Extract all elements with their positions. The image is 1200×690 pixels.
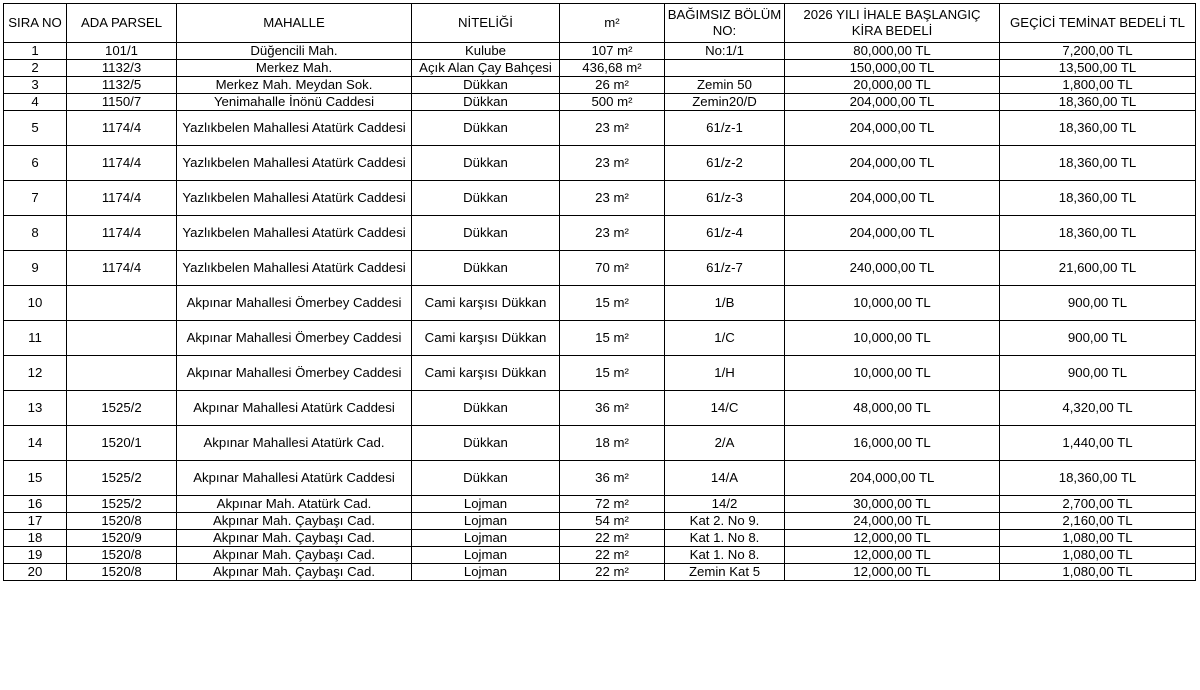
table-row [4,461,1196,496]
cell-m2: 70 m² [560,251,665,286]
cell-teminat-bedeli: 18,360,00 TL [1000,111,1196,146]
cell-teminat-bedeli: 18,360,00 TL [1000,146,1196,181]
cell-sira-no: 14 [4,426,67,461]
cell-sira-no: 5 [4,111,67,146]
cell-m2: 500 m² [560,94,665,111]
cell-ada-parsel: 1174/4 [67,181,177,216]
cell-ada-parsel: 1520/8 [67,547,177,564]
cell-kira-bedeli: 240,000,00 TL [785,251,1000,286]
cell-niteligi: Cami karşısı Dükkan [412,356,560,391]
table-row [4,216,1196,251]
cell-teminat-bedeli: 18,360,00 TL [1000,181,1196,216]
cell-teminat-bedeli: 1,080,00 TL [1000,530,1196,547]
cell-m2: 36 m² [560,461,665,496]
table-row [4,251,1196,286]
cell-kira-bedeli: 30,000,00 TL [785,496,1000,513]
cell-sira-no: 19 [4,547,67,564]
cell-mahalle: Merkez Mah. [177,60,412,77]
cell-sira-no: 1 [4,43,67,60]
cell-niteligi: Lojman [412,547,560,564]
cell-ada-parsel: 1525/2 [67,496,177,513]
cell-m2: 22 m² [560,564,665,581]
cell-niteligi: Dükkan [412,391,560,426]
cell-niteligi: Dükkan [412,111,560,146]
cell-m2: 15 m² [560,286,665,321]
cell-sira-no: 13 [4,391,67,426]
cell-niteligi: Dükkan [412,146,560,181]
table-row [4,530,1196,547]
cell-sira-no: 18 [4,530,67,547]
cell-ada-parsel [67,286,177,321]
cell-sira-no: 10 [4,286,67,321]
cell-kira-bedeli: 20,000,00 TL [785,77,1000,94]
cell-mahalle: Akpınar Mahallesi Atatürk Caddesi [177,461,412,496]
header-kira-bedeli: 2026 YILI İHALE BAŞLANGIÇ KİRA BEDELİ [785,4,1000,43]
cell-mahalle: Yazlıkbelen Mahallesi Atatürk Caddesi [177,216,412,251]
cell-sira-no: 11 [4,321,67,356]
cell-ada-parsel: 1520/1 [67,426,177,461]
header-mahalle: MAHALLE [177,4,412,43]
cell-niteligi: Kulube [412,43,560,60]
cell-mahalle: Yazlıkbelen Mahallesi Atatürk Caddesi [177,146,412,181]
cell-bagimsiz-bolum-no: 14/C [665,391,785,426]
cell-niteligi: Lojman [412,564,560,581]
table-row [4,111,1196,146]
cell-m2: 15 m² [560,356,665,391]
cell-bagimsiz-bolum-no: Zemin Kat 5 [665,564,785,581]
cell-teminat-bedeli: 13,500,00 TL [1000,60,1196,77]
table-row [4,564,1196,581]
ihale-table [3,3,1196,581]
cell-teminat-bedeli: 1,440,00 TL [1000,426,1196,461]
cell-niteligi: Lojman [412,530,560,547]
cell-teminat-bedeli: 1,080,00 TL [1000,564,1196,581]
cell-bagimsiz-bolum-no: Kat 1. No 8. [665,530,785,547]
cell-bagimsiz-bolum-no: 1/H [665,356,785,391]
cell-m2: 23 m² [560,111,665,146]
cell-ada-parsel: 1174/4 [67,111,177,146]
cell-teminat-bedeli: 2,160,00 TL [1000,513,1196,530]
cell-sira-no: 7 [4,181,67,216]
cell-kira-bedeli: 12,000,00 TL [785,547,1000,564]
cell-ada-parsel: 1174/4 [67,251,177,286]
cell-ada-parsel: 1525/2 [67,391,177,426]
cell-mahalle: Akpınar Mahallesi Atatürk Cad. [177,426,412,461]
cell-bagimsiz-bolum-no: 14/2 [665,496,785,513]
cell-teminat-bedeli: 18,360,00 TL [1000,461,1196,496]
cell-m2: 54 m² [560,513,665,530]
cell-m2: 23 m² [560,216,665,251]
cell-kira-bedeli: 204,000,00 TL [785,94,1000,111]
header-row [4,4,1196,43]
cell-ada-parsel [67,321,177,356]
cell-bagimsiz-bolum-no: 61/z-4 [665,216,785,251]
cell-niteligi: Lojman [412,513,560,530]
cell-niteligi: Açık Alan Çay Bahçesi [412,60,560,77]
cell-niteligi: Cami karşısı Dükkan [412,286,560,321]
cell-m2: 72 m² [560,496,665,513]
cell-teminat-bedeli: 2,700,00 TL [1000,496,1196,513]
cell-mahalle: Akpınar Mah. Çaybaşı Cad. [177,564,412,581]
cell-niteligi: Lojman [412,496,560,513]
cell-kira-bedeli: 204,000,00 TL [785,111,1000,146]
cell-niteligi: Dükkan [412,94,560,111]
cell-niteligi: Cami karşısı Dükkan [412,321,560,356]
cell-m2: 22 m² [560,530,665,547]
header-sira-no: SIRA NO [4,4,67,43]
table-row [4,391,1196,426]
cell-niteligi: Dükkan [412,216,560,251]
cell-mahalle: Akpınar Mahallesi Ömerbey Caddesi [177,356,412,391]
header-niteligi: NİTELİĞİ [412,4,560,43]
cell-kira-bedeli: 12,000,00 TL [785,530,1000,547]
cell-mahalle: Yazlıkbelen Mahallesi Atatürk Caddesi [177,181,412,216]
cell-bagimsiz-bolum-no: Zemin 50 [665,77,785,94]
cell-sira-no: 8 [4,216,67,251]
cell-mahalle: Akpınar Mahallesi Atatürk Caddesi [177,391,412,426]
table-row [4,356,1196,391]
cell-niteligi: Dükkan [412,77,560,94]
header-m2: m² [560,4,665,43]
cell-m2: 22 m² [560,547,665,564]
cell-bagimsiz-bolum-no: 61/z-2 [665,146,785,181]
cell-sira-no: 17 [4,513,67,530]
cell-ada-parsel: 1174/4 [67,216,177,251]
cell-kira-bedeli: 16,000,00 TL [785,426,1000,461]
cell-mahalle: Akpınar Mahallesi Ömerbey Caddesi [177,321,412,356]
table-row [4,513,1196,530]
header-teminat-bedeli: GEÇİCİ TEMİNAT BEDELİ TL [1000,4,1196,43]
cell-m2: 15 m² [560,321,665,356]
table-row [4,321,1196,356]
cell-teminat-bedeli: 18,360,00 TL [1000,216,1196,251]
cell-teminat-bedeli: 1,800,00 TL [1000,77,1196,94]
cell-teminat-bedeli: 900,00 TL [1000,286,1196,321]
cell-ada-parsel: 101/1 [67,43,177,60]
header-ada-parsel: ADA PARSEL [67,4,177,43]
cell-kira-bedeli: 204,000,00 TL [785,461,1000,496]
cell-bagimsiz-bolum-no [665,60,785,77]
cell-kira-bedeli: 10,000,00 TL [785,286,1000,321]
cell-kira-bedeli: 12,000,00 TL [785,564,1000,581]
cell-ada-parsel: 1520/8 [67,564,177,581]
cell-bagimsiz-bolum-no: 1/C [665,321,785,356]
cell-sira-no: 20 [4,564,67,581]
cell-m2: 18 m² [560,426,665,461]
table-row [4,43,1196,60]
cell-mahalle: Akpınar Mah. Çaybaşı Cad. [177,547,412,564]
cell-teminat-bedeli: 21,600,00 TL [1000,251,1196,286]
cell-sira-no: 3 [4,77,67,94]
table-row [4,60,1196,77]
cell-m2: 23 m² [560,181,665,216]
cell-kira-bedeli: 48,000,00 TL [785,391,1000,426]
cell-mahalle: Yenimahalle İnönü Caddesi [177,94,412,111]
cell-mahalle: Düğencili Mah. [177,43,412,60]
cell-sira-no: 12 [4,356,67,391]
cell-kira-bedeli: 80,000,00 TL [785,43,1000,60]
cell-mahalle: Akpınar Mah. Çaybaşı Cad. [177,513,412,530]
cell-bagimsiz-bolum-no: No:1/1 [665,43,785,60]
cell-niteligi: Dükkan [412,426,560,461]
cell-m2: 23 m² [560,146,665,181]
cell-ada-parsel: 1174/4 [67,146,177,181]
cell-teminat-bedeli: 1,080,00 TL [1000,547,1196,564]
cell-kira-bedeli: 204,000,00 TL [785,216,1000,251]
cell-sira-no: 6 [4,146,67,181]
cell-m2: 107 m² [560,43,665,60]
cell-kira-bedeli: 24,000,00 TL [785,513,1000,530]
cell-teminat-bedeli: 18,360,00 TL [1000,94,1196,111]
cell-sira-no: 2 [4,60,67,77]
cell-ada-parsel: 1520/9 [67,530,177,547]
cell-ada-parsel: 1132/5 [67,77,177,94]
cell-teminat-bedeli: 7,200,00 TL [1000,43,1196,60]
cell-sira-no: 16 [4,496,67,513]
cell-kira-bedeli: 204,000,00 TL [785,181,1000,216]
cell-ada-parsel: 1520/8 [67,513,177,530]
table-row [4,496,1196,513]
cell-niteligi: Dükkan [412,181,560,216]
cell-bagimsiz-bolum-no: 61/z-3 [665,181,785,216]
header-bagimsiz-bolum-no: BAĞIMSIZ BÖLÜM NO: [665,4,785,43]
cell-m2: 436,68 m² [560,60,665,77]
cell-ada-parsel: 1132/3 [67,60,177,77]
cell-ada-parsel: 1525/2 [67,461,177,496]
cell-kira-bedeli: 204,000,00 TL [785,146,1000,181]
cell-sira-no: 9 [4,251,67,286]
table-row [4,146,1196,181]
cell-mahalle: Merkez Mah. Meydan Sok. [177,77,412,94]
cell-m2: 36 m² [560,391,665,426]
table-row [4,94,1196,111]
cell-bagimsiz-bolum-no: 1/B [665,286,785,321]
cell-kira-bedeli: 10,000,00 TL [785,321,1000,356]
cell-niteligi: Dükkan [412,251,560,286]
cell-sira-no: 4 [4,94,67,111]
cell-mahalle: Akpınar Mah. Atatürk Cad. [177,496,412,513]
table-body [4,43,1196,581]
cell-kira-bedeli: 10,000,00 TL [785,356,1000,391]
cell-bagimsiz-bolum-no: 61/z-7 [665,251,785,286]
cell-bagimsiz-bolum-no: 2/A [665,426,785,461]
cell-kira-bedeli: 150,000,00 TL [785,60,1000,77]
cell-mahalle: Akpınar Mah. Çaybaşı Cad. [177,530,412,547]
cell-mahalle: Yazlıkbelen Mahallesi Atatürk Caddesi [177,111,412,146]
cell-niteligi: Dükkan [412,461,560,496]
cell-sira-no: 15 [4,461,67,496]
cell-mahalle: Yazlıkbelen Mahallesi Atatürk Caddesi [177,251,412,286]
cell-bagimsiz-bolum-no: Kat 2. No 9. [665,513,785,530]
cell-ada-parsel: 1150/7 [67,94,177,111]
cell-mahalle: Akpınar Mahallesi Ömerbey Caddesi [177,286,412,321]
table-row [4,181,1196,216]
cell-m2: 26 m² [560,77,665,94]
cell-bagimsiz-bolum-no: 61/z-1 [665,111,785,146]
cell-bagimsiz-bolum-no: Kat 1. No 8. [665,547,785,564]
cell-bagimsiz-bolum-no: Zemin20/D [665,94,785,111]
cell-bagimsiz-bolum-no: 14/A [665,461,785,496]
cell-teminat-bedeli: 900,00 TL [1000,356,1196,391]
cell-teminat-bedeli: 900,00 TL [1000,321,1196,356]
table-row [4,547,1196,564]
table-row [4,286,1196,321]
table-row [4,426,1196,461]
cell-ada-parsel [67,356,177,391]
cell-teminat-bedeli: 4,320,00 TL [1000,391,1196,426]
table-row [4,77,1196,94]
